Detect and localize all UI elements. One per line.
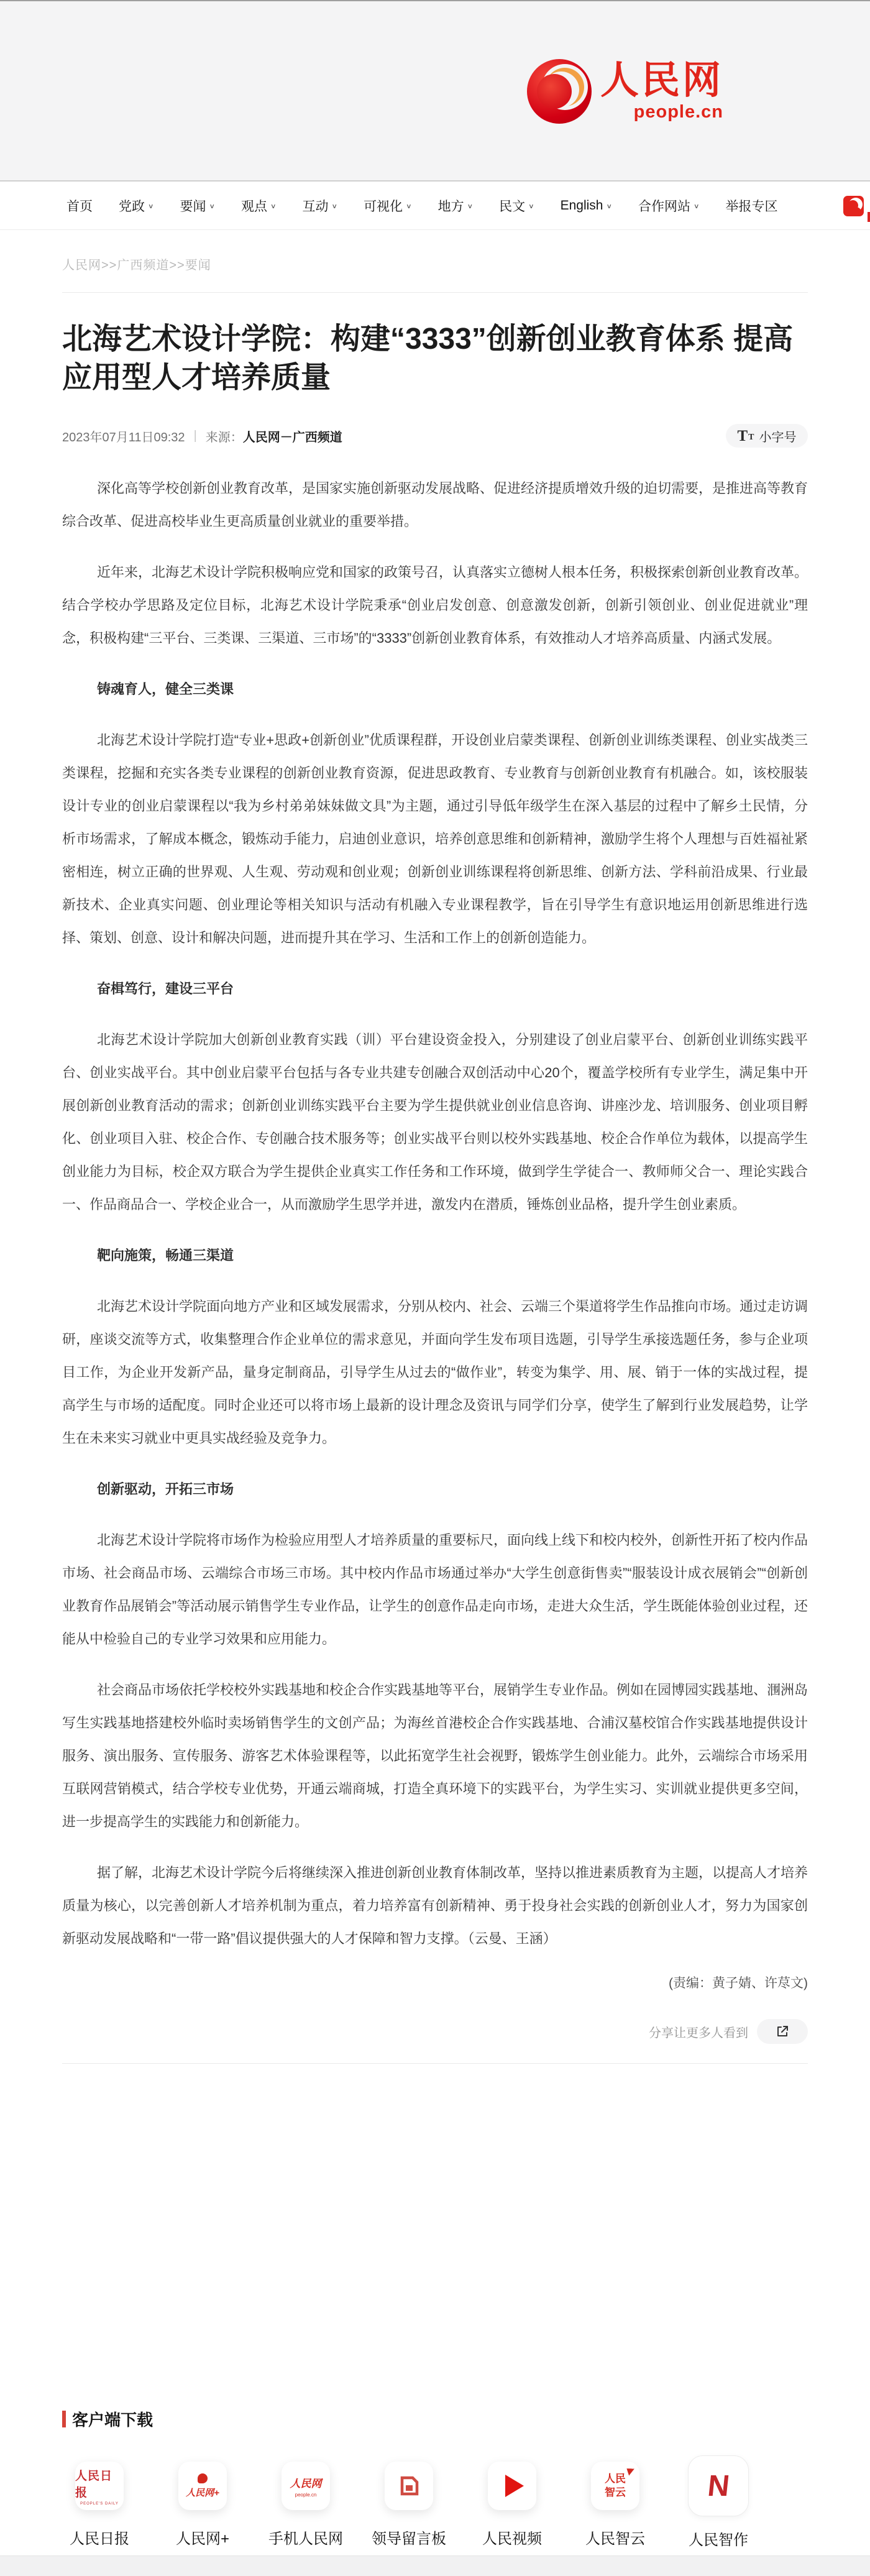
nav-item-english[interactable]: English ∨: [560, 198, 613, 213]
app-renmin-zhizuo[interactable]: [689, 2462, 748, 2549]
people-cn-plus-app-icon: 人民网+: [178, 2462, 227, 2510]
app-label: 人民网+: [175, 2531, 229, 2547]
share-text: 分享让更多人看到: [649, 2026, 748, 2040]
editor-byline: (责编：黄子婧、许荩文): [669, 1976, 808, 1990]
people-cn-logo-ball-icon: [527, 59, 592, 124]
paragraph: 深化高等学校创新创业教育改革，是国家实施创新驱动发展战略、促进经济提质增效升级的迫切需要，是推进高等教育综合改革、促进高校毕业生更高质量创业就业的重要举措。: [62, 481, 808, 529]
people-cn-logo[interactable]: [527, 59, 723, 124]
paragraph: 社会商品市场依托学校校外实践基地和校企合作实践基地等平台，展销学生专业作品。例如在园博园实践基地、涠洲岛写生实践基地搭建校外临时卖场销售学生的文创产品；为海丝首港校企合作实践基地、合浦汉墓校馆合作实践基地提供设计服务、演出服务、宣传服务、游客艺术体验课程等，以此拓宽学生社会视野，锻炼学生创业能力。此外，云端综合市场采用互联网营销模式，结合学校专业优势，开通云端商城，打造全真环境下的实践平台，为学生实习、实训就业提供更多空间，进一步提高学生的实践能力和创新能力。: [62, 1682, 808, 1829]
breadcrumb[interactable]: 人民网>>广西频道>>要闻: [62, 259, 211, 272]
main-nav: [0, 182, 870, 230]
people-app-icon[interactable]: [843, 196, 864, 216]
paragraph: 北海艺术设计学院加大创新创业教育实践（训）平台建设资金投入，分别建设了创业启蒙平台、创新创业训练实践平台、创业实战平台。其中创业启蒙平台包括与各专业共建专创融合双创活动中心20个，覆盖学校所有专业学生，满足集中开展创新创业教育活动的需求；创新创业训练实践平台主要为学生提供就业创业信息咨询、讲座沙龙、培训服务、创业项目孵化、创业项目入驻、校企合作、专创融合技术服务等；创业实战平台则以校外实践基地、校企合作单位为载体，以提高学生创业能力为目标，校企双方联合为学生提供企业真实工作任务和工作环境，做到学生学徒合一、教师师父合一、理论实践合一、作品商品合一、学校企业合一，从而激励学生思学并进，激发内在潜质，锤炼创业品格，提升学生创业素质。: [62, 1032, 808, 1212]
nav-item-hudong[interactable]: 互动 ∨: [302, 199, 338, 214]
message-board-app-icon: [385, 2462, 433, 2510]
chevron-down-icon: ∨: [606, 202, 613, 210]
section-heading: 靶向施策，畅通三渠道: [97, 1248, 234, 1263]
chevron-down-icon: ∨: [209, 202, 216, 210]
clipped-icon-fragment: [868, 212, 870, 222]
font-size-button[interactable]: T T 小字号: [726, 424, 808, 448]
app-renmin-shipin[interactable]: [482, 2462, 542, 2549]
paragraph: 北海艺术设计学院将市场作为检验应用型人才培养质量的重要标尺，面向线上线下和校内校外，创新性开拓了校内作品市场、社会商品市场、云端综合市场三市场。其中校内作品市场通过举办“大学生创意街售卖”“服装设计成衣展销会”“创新创业教育作品展销会”等活动展示销售学生专业作品，让学生的创意作品走向市场，走进大众生活，学生既能体验创业过程，还能从中检验自己的专业学习效果和应用能力。: [62, 1532, 808, 1647]
nav-item-dangzheng[interactable]: 党政 ∨: [119, 199, 154, 214]
nav-item-home[interactable]: 首页: [66, 199, 93, 214]
site-header: [0, 1, 870, 182]
app-label: 手机人民网: [268, 2531, 343, 2547]
app-label: 人民日报: [70, 2531, 129, 2547]
paper-plane-icon: [626, 2466, 636, 2475]
footer-strip: [0, 2555, 870, 2576]
app-label: 人民智作: [689, 2532, 748, 2549]
share-row: [62, 2019, 808, 2044]
client-download-title: 客户端下载: [72, 2410, 153, 2429]
article-body: [62, 472, 808, 1955]
source-label: 来源：: [205, 430, 243, 444]
nav-item-difang[interactable]: 地方 ∨: [437, 199, 474, 214]
mobile-people-cn-app-icon: 人民网 people.cn: [282, 2462, 330, 2510]
paragraph: 北海艺术设计学院面向地方产业和区域发展需求，分别从校内、社会、云端三个渠道将学生作品推向市场。通过走访调研，座谈交流等方式，收集整理合作企业单位的需求意见，并面向学生发布项目选题，引导学生承接选题任务，参与企业项目工作，为企业开发新产品，量身定制商品，引导学生从过去的“做作业”，转变为集学、用、展、销于一体的实战过程，提高学生与市场的适配度。同时企业还可以将市场上最新的设计理念及资讯与同学们分享，使学生了解到行业发展趋势，让学生在未来实习就业中更具实战经验及竞争力。: [62, 1299, 808, 1446]
people-video-app-icon: [488, 2462, 536, 2510]
app-renmin-zhiyun[interactable]: [585, 2462, 645, 2549]
logo-en-text: people.cn: [633, 102, 724, 122]
nav-item-yaowen[interactable]: 要闻 ∨: [180, 199, 216, 214]
font-size-label: 小字号: [759, 430, 797, 444]
nav-item-keshihua[interactable]: 可视化 ∨: [364, 199, 412, 214]
article: [62, 230, 808, 2064]
paragraph: 北海艺术设计学院打造“专业+思政+创新创业”优质课程群，开设创业启蒙类课程、创新创业训练类课程、创业实战类三类课程，挖掘和充实各类专业课程的创新创业教育资源，促进思政教育、专业教育与创新创业教育有机融合。如，该校服装设计专业的创业启蒙课程以“我为乡村弟弟妹妹做文具”为主题，通过引导低年级学生在深入基层的过程中了解乡土民情，分析市场需求，了解成本概念，锻炼动手能力，启迪创业意识，培养创意思维和创新精神，激励学生将个人理想与百姓福祉紧密相连，树立正确的世界观、人生观、劳动观和创业观；创新创业训练课程将创新思维、创新方法、学科前沿成果、行业最新技术、企业真实问题、创业理论等相关知识与活动有机融入专业课程教学，旨在引导学生有意识地运用创新思维进行选择、策划、创意、设计和解决问题，进而提升其在学习、生活和工作上的创新创造能力。: [62, 732, 808, 945]
share-button[interactable]: [757, 2019, 808, 2044]
app-label: 领导留言板: [372, 2531, 446, 2547]
paragraph: 近年来，北海艺术设计学院积极响应党和国家的政策号召，认真落实立德树人根本任务，积极探索创新创业教育改革。结合学校办学思路及定位目标，北海艺术设计学院秉承“创业启发创意、创意激发创新，创新引领创业、创业促进就业”理念，积极构建“三平台、三类课、三渠道、三市场”的“3333”创新创业教育体系，有效推动人才培养高质量、内涵式发展。: [62, 564, 808, 646]
message-board-glyph-icon: [396, 2473, 421, 2498]
external-link-icon: [775, 2024, 790, 2039]
chevron-down-icon: ∨: [406, 202, 412, 210]
app-list: [70, 2462, 808, 2549]
people-zhiyun-app-icon: 人民智云: [591, 2462, 639, 2510]
client-download-section: [62, 2409, 808, 2549]
paragraph: 据了解，北海艺术设计学院今后将继续深入推进创新创业教育体制改革，坚持以推进素质教育为主题，以提高人才培养质量为核心，以完善创新人才培养机制为重点，着力培养富有创新精神、勇于投身社会实践的创新创业人才，努力为国家创新驱动发展战略和“一带一路”倡议提供强大的人才保障和智力支撑。（云曼、王涵）: [62, 1865, 808, 1946]
app-label: 人民视频: [482, 2531, 542, 2547]
source-link[interactable]: 人民网－广西频道: [242, 430, 342, 444]
chevron-down-icon: ∨: [148, 202, 154, 210]
publish-date: 2023年07月11日09:32: [62, 430, 185, 444]
client-download-header: [62, 2409, 808, 2428]
nav-items: [66, 182, 778, 229]
article-meta: [62, 423, 808, 448]
chevron-down-icon: ∨: [467, 202, 474, 210]
chevron-down-icon: ∨: [331, 202, 338, 210]
app-lingdao-liuyanban[interactable]: [372, 2462, 446, 2549]
divider: [62, 2063, 808, 2064]
article-title: 北海艺术设计学院：构建“3333”创新创业教育体系 提高应用型人才培养质量: [62, 323, 794, 394]
people-daily-app-icon: 人民日报 PEOPLE'S DAILY: [75, 2462, 124, 2510]
app-renminwang-plus[interactable]: [173, 2462, 232, 2549]
font-size-icon: T: [737, 427, 748, 444]
app-renmin-ribao[interactable]: [70, 2462, 129, 2549]
meta-left: [62, 427, 342, 445]
section-heading: 铸魂育人，健全三类课: [97, 681, 234, 697]
chevron-down-icon: ∨: [270, 202, 277, 210]
logo-cn-text: 人民网: [600, 59, 724, 102]
people-zhizuo-app-icon: N: [688, 2455, 749, 2516]
section-heading: 创新驱动，开拓三市场: [97, 1481, 234, 1497]
red-accent-bar: [62, 2411, 66, 2427]
chevron-down-icon: ∨: [528, 202, 534, 210]
logo-text: [600, 61, 723, 122]
section-heading: 奋楫笃行，建设三平台: [97, 981, 234, 996]
nav-item-hezuo[interactable]: 合作网站 ∨: [638, 199, 700, 214]
nav-item-minwen[interactable]: 民文 ∨: [499, 199, 534, 214]
nav-item-jubao[interactable]: 举报专区: [725, 199, 778, 214]
app-shouji-renminwang[interactable]: [268, 2462, 343, 2549]
divider: [62, 292, 808, 293]
nav-item-guandian[interactable]: 观点 ∨: [241, 199, 277, 214]
app-label: 人民智云: [585, 2531, 645, 2547]
play-icon: [505, 2475, 524, 2497]
chevron-down-icon: ∨: [694, 202, 700, 210]
meta-separator: |: [193, 428, 197, 443]
